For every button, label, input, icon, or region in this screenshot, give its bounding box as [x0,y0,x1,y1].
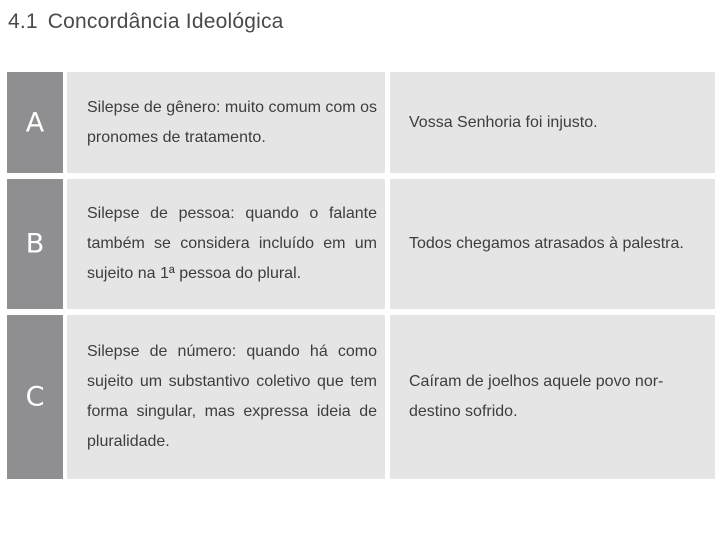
table-row [7,315,715,479]
description-cell [67,72,385,173]
description-text: Silepse de gênero: muito comum com os pronomes de tratamento. [87,98,377,146]
description-cell [67,179,385,309]
row-letter-cell [7,72,63,173]
example-cell [390,315,715,479]
example-cell [390,72,715,173]
description-text: Silepse de número: quando há como sujeito um substantivo coletivo que tem forma singular, mas expressa ideia de pluralidade. [87,343,377,450]
row-letter-cell [7,179,63,309]
example-cell [390,179,715,309]
description-cell [67,315,385,479]
row-letter-cell [7,315,63,479]
row-letter: B [25,228,45,260]
example-text: Vossa Senhoria foi injusto. [409,113,598,131]
page-title [8,10,284,34]
section-number: 4.1 [8,10,38,33]
row-letter: A [25,107,45,138]
section-title: Concordância Ideológica [47,10,284,33]
description-text: Silepse de pessoa: quando o falante também se considera incluído em um sujeito na 1ª pessoa do plural. [87,205,377,282]
table-row [7,72,715,173]
table-row [7,179,715,309]
example-text: Todos chegamos atrasados à palestra. [409,235,684,252]
example-text: Caíram de joelhos aquele povo nor-destino sofrido. [409,373,664,420]
row-letter: C [25,381,45,413]
